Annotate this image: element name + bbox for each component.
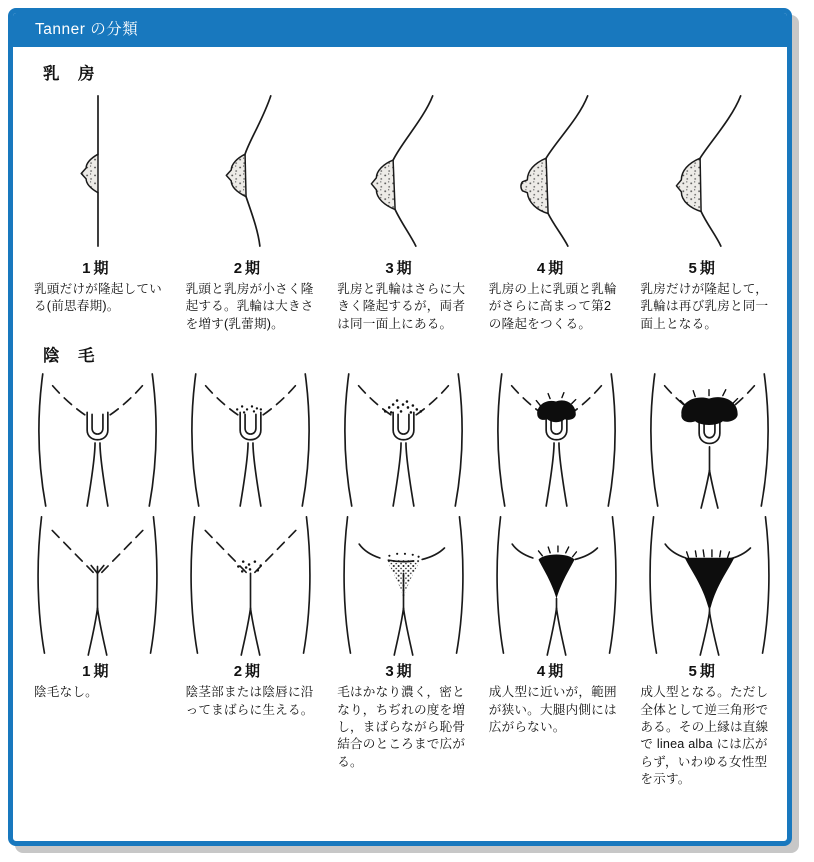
pubic-stage2-label: 2期 bbox=[233, 663, 264, 681]
pubic-stage4-description: 成人型に近いが，範囲が狭い。大腿内側には広がらない。 bbox=[488, 685, 617, 734]
figure-header-bar bbox=[13, 13, 787, 47]
pubic-figure-row-bottom bbox=[21, 511, 779, 657]
pubic-stage1-description: 陰毛なし。 bbox=[34, 685, 98, 700]
breast-stage4-description: 乳房の上に乳頭と乳輪がさらに高まって第2の隆起をつくる。 bbox=[488, 282, 617, 331]
breast-stage2-figure bbox=[174, 86, 327, 254]
pubic-section-title: 陰 毛 bbox=[43, 347, 96, 366]
breast-label-row bbox=[21, 254, 779, 278]
pubic-bottom-stage2-figure bbox=[174, 511, 327, 657]
breast-stage3-label: 3期 bbox=[385, 260, 415, 277]
pubic-top-stage1-figure bbox=[21, 368, 174, 511]
breast-stage2-label: 2期 bbox=[233, 260, 264, 277]
pubic-top-stage3-figure bbox=[327, 368, 480, 511]
pubic-bottom-stage1-figure bbox=[21, 511, 174, 657]
breast-section-title: 乳 房 bbox=[43, 65, 96, 83]
pubic-stage5-label: 5期 bbox=[688, 663, 718, 681]
breast-figure-row bbox=[21, 86, 779, 254]
pubic-bottom-stage3-figure bbox=[327, 511, 480, 657]
figure-content bbox=[13, 47, 787, 788]
pubic-top-stage4-figure bbox=[480, 368, 633, 511]
breast-stage3-description: 乳房と乳輪はさらに大きく隆起するが，両者は同一面上にある。 bbox=[337, 282, 466, 331]
figure-title: Tanner の分類 bbox=[35, 21, 139, 38]
pubic-stage3-label: 3期 bbox=[385, 663, 415, 681]
pubic-figure-row-top bbox=[21, 368, 779, 511]
pubic-description-row bbox=[21, 681, 779, 788]
breast-description-row bbox=[21, 278, 779, 333]
breast-stage5-figure bbox=[633, 86, 786, 254]
pubic-stage3-description: 毛はかなり濃く，密となり，ちぢれの度を増し，まばらながら恥骨結合のところまで広がる。 bbox=[337, 685, 466, 769]
breast-stage3-figure bbox=[327, 86, 480, 254]
breast-stage4-figure bbox=[480, 86, 633, 254]
pubic-bottom-stage4-figure bbox=[480, 511, 633, 657]
pubic-bottom-stage5-figure bbox=[633, 511, 786, 657]
pubic-label-row bbox=[21, 657, 779, 681]
pubic-top-stage2-figure bbox=[174, 368, 327, 511]
breast-stage1-figure bbox=[21, 86, 174, 254]
pubic-stage4-label: 4期 bbox=[536, 663, 567, 681]
breast-stage1-label: 1期 bbox=[82, 260, 112, 277]
pubic-top-stage5-figure bbox=[633, 368, 786, 511]
figure-card bbox=[8, 8, 792, 846]
breast-stage4-label: 4期 bbox=[536, 260, 567, 277]
breast-stage5-label: 5期 bbox=[688, 260, 718, 277]
breast-stage1-description: 乳頭だけが隆起している(前思春期)。 bbox=[34, 282, 162, 314]
pubic-stage5-description: 成人型となる。ただし全体として逆三角形である。その上縁は直線で linea alba には広がらず，いわゆる女性型を示す。 bbox=[640, 685, 769, 786]
breast-stage5-description: 乳房だけが隆起して，乳輪は再び乳房と同一面上となる。 bbox=[640, 282, 769, 331]
pubic-stage1-label: 1期 bbox=[82, 663, 112, 681]
pubic-stage2-description: 陰茎部または陰唇に沿ってまばらに生える。 bbox=[185, 685, 314, 717]
breast-stage2-description: 乳頭と乳房が小さく隆起する。乳輪は大きさを増す(乳蕾期)。 bbox=[185, 282, 314, 331]
